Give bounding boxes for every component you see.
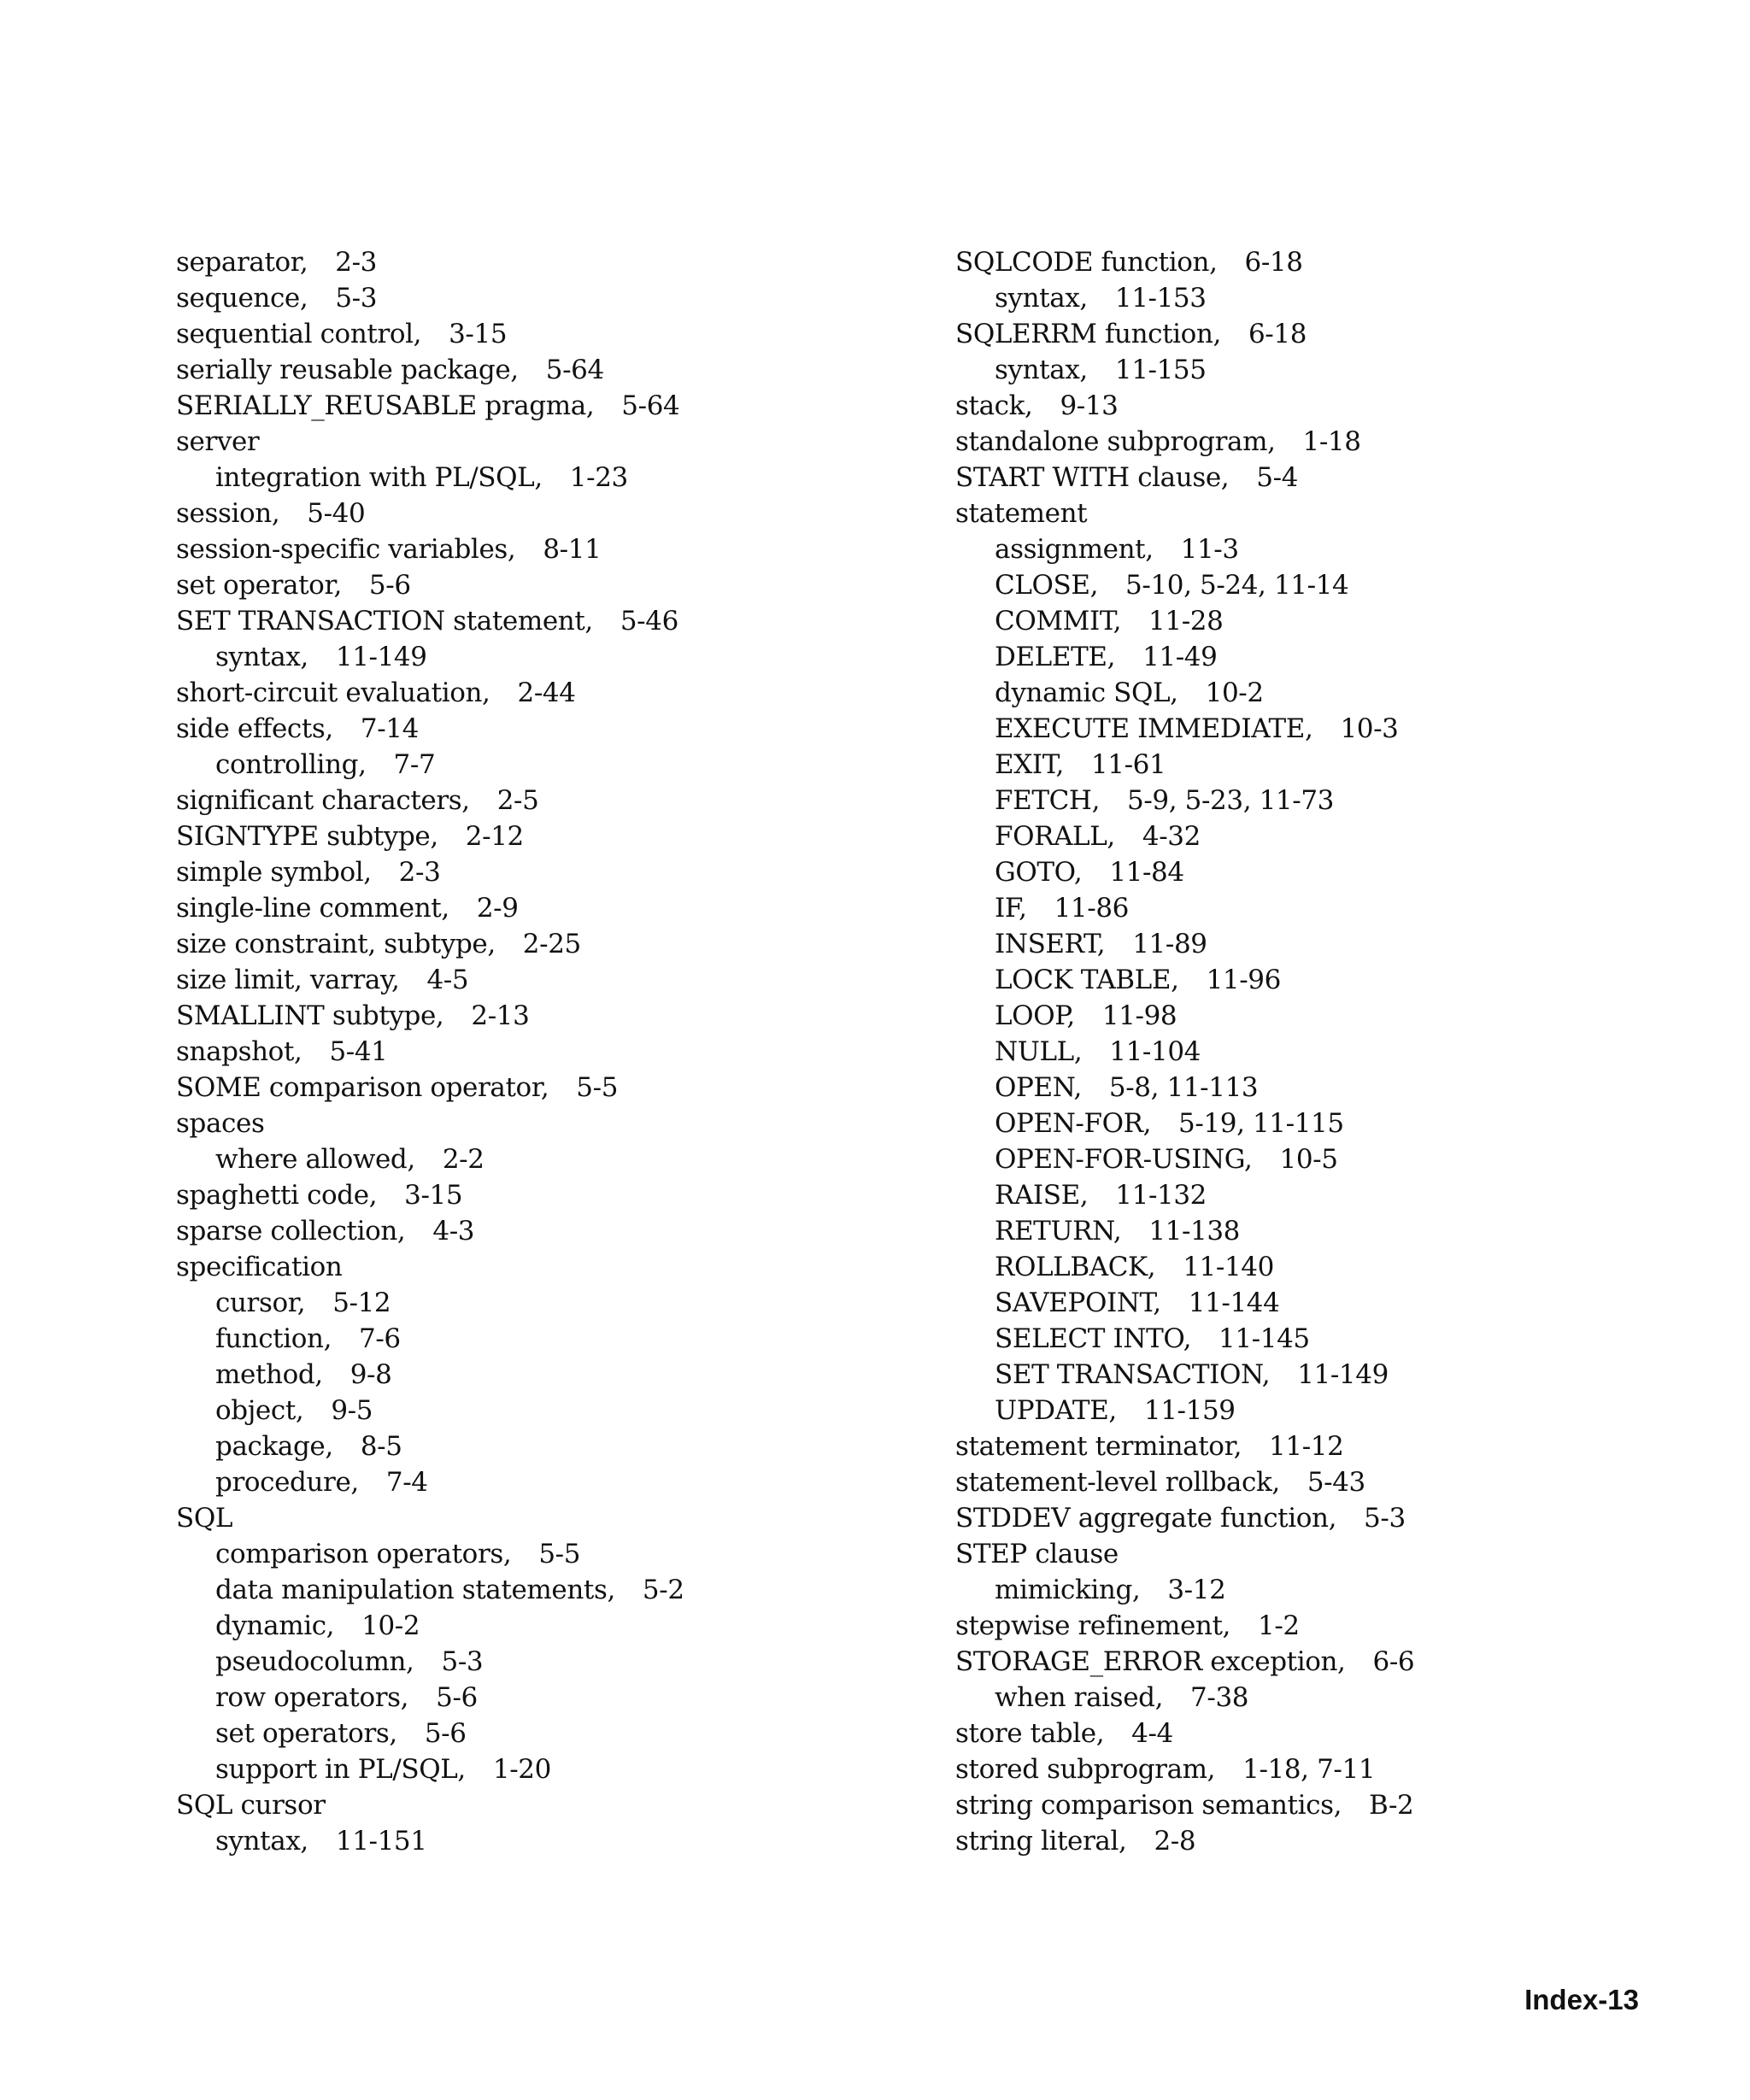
- index-page-refs: 4-4: [1131, 1718, 1173, 1749]
- index-subentry: [955, 962, 1724, 998]
- index-subentry: [955, 567, 1724, 603]
- index-subentry: [955, 783, 1724, 818]
- index-page-refs: 11-28: [1148, 606, 1224, 636]
- index-subentry: [176, 1141, 945, 1177]
- index-term: spaces: [176, 1108, 265, 1139]
- index-entry: [176, 1177, 945, 1213]
- index-term: mimicking,: [995, 1575, 1141, 1605]
- index-subentry: [955, 998, 1724, 1034]
- index-term: side effects,: [176, 713, 333, 744]
- index-term: stepwise refinement,: [955, 1610, 1230, 1641]
- index-page-refs: 11-140: [1183, 1252, 1274, 1282]
- index-page-refs: 5-4: [1256, 462, 1298, 493]
- index-entry: [955, 1500, 1724, 1536]
- index-term: SET TRANSACTION,: [995, 1359, 1271, 1390]
- index-page-refs: 3-15: [449, 319, 508, 349]
- index-term: comparison operators,: [215, 1539, 512, 1569]
- index-subentry: [955, 675, 1724, 711]
- index-subentry: [955, 1285, 1724, 1321]
- index-page-refs: 5-5: [538, 1539, 581, 1569]
- index-term: specification: [176, 1252, 343, 1282]
- index-entry: [955, 1823, 1724, 1859]
- index-page-refs: 5-64: [621, 390, 680, 421]
- index-page-refs: 11-96: [1206, 965, 1281, 995]
- index-page-refs: 2-13: [471, 1000, 530, 1031]
- index-page-refs: 8-11: [543, 534, 602, 565]
- index-page-refs: 5-6: [368, 570, 411, 601]
- index-subentry: [176, 1716, 945, 1751]
- index-entry: [176, 890, 945, 926]
- index-subentry: [955, 280, 1724, 316]
- index-page-refs: 7-38: [1190, 1682, 1249, 1713]
- index-page-refs: 5-5: [576, 1072, 619, 1103]
- index-page-refs: 1-20: [492, 1754, 551, 1785]
- index-page-refs: 11-153: [1114, 283, 1207, 314]
- index-page-refs: 5-2: [642, 1575, 684, 1605]
- index-page-refs: 11-132: [1115, 1180, 1207, 1211]
- index-subentry: [176, 1751, 945, 1787]
- index-term: string comparison semantics,: [955, 1790, 1342, 1821]
- index-subentry: [955, 1572, 1724, 1608]
- index-page-refs: 9-5: [331, 1395, 373, 1426]
- index-subentry: [176, 1536, 945, 1572]
- index-subentry: [955, 1321, 1724, 1357]
- index-term: SELECT INTO,: [995, 1323, 1192, 1354]
- index-entry: [955, 1536, 1724, 1572]
- index-entry: [955, 1608, 1724, 1644]
- index-page-refs: 11-149: [1297, 1359, 1389, 1390]
- index-entry: [176, 783, 945, 818]
- index-page-refs: B-2: [1369, 1790, 1414, 1821]
- index-subentry: [955, 603, 1724, 639]
- index-term: OPEN,: [995, 1072, 1082, 1103]
- index-page-refs: 2-12: [465, 821, 524, 852]
- index-entry: [176, 316, 945, 352]
- index-page-refs: 1-18: [1302, 426, 1361, 457]
- index-page-refs: 2-5: [496, 785, 539, 816]
- index-term: SIGNTYPE subtype,: [176, 821, 438, 852]
- index-term: string literal,: [955, 1826, 1127, 1857]
- index-subentry: [176, 747, 945, 783]
- index-entry: [955, 424, 1724, 460]
- index-entry: [176, 531, 945, 567]
- index-term: SMALLINT subtype,: [176, 1000, 444, 1031]
- index-page-refs: 2-9: [476, 893, 519, 924]
- index-term: serially reusable package,: [176, 355, 519, 385]
- index-page-refs: 5-3: [1364, 1503, 1406, 1534]
- index-term: support in PL/SQL,: [215, 1754, 466, 1785]
- index-term: procedure,: [215, 1467, 359, 1498]
- index-page-refs: 11-49: [1142, 642, 1218, 672]
- index-term: OPEN-FOR-USING,: [995, 1144, 1253, 1175]
- index-term: FETCH,: [995, 785, 1101, 816]
- index-term: session-specific variables,: [176, 534, 516, 565]
- index-subentry: [955, 1070, 1724, 1106]
- index-term: SERIALLY_REUSABLE pragma,: [176, 390, 595, 421]
- index-entry: [176, 1034, 945, 1070]
- index-term: EXECUTE IMMEDIATE,: [995, 713, 1313, 744]
- index-subentry: [955, 1106, 1724, 1141]
- index-term: syntax,: [215, 1826, 308, 1857]
- index-page-refs: 7-7: [393, 749, 436, 780]
- index-page-refs: 6-18: [1244, 247, 1303, 278]
- index-subentry: [955, 747, 1724, 783]
- index-term: SET TRANSACTION statement,: [176, 606, 593, 636]
- index-page-refs: 9-13: [1060, 390, 1119, 421]
- index-page-refs: 11-151: [335, 1826, 427, 1857]
- index-subentry: [955, 531, 1724, 567]
- index-entry: [176, 244, 945, 280]
- index-term: COMMIT,: [995, 606, 1122, 636]
- index-term: SAVEPOINT,: [995, 1288, 1161, 1318]
- index-term: row operators,: [215, 1682, 409, 1713]
- index-term: set operators,: [215, 1718, 397, 1749]
- index-entry: [176, 962, 945, 998]
- index-page-refs: 11-159: [1143, 1395, 1236, 1426]
- index-page-refs: 5-40: [307, 498, 366, 529]
- index-term: short-circuit evaluation,: [176, 678, 490, 708]
- index-entry: [176, 1106, 945, 1141]
- index-entry: [176, 1213, 945, 1249]
- index-subentry: [176, 1464, 945, 1500]
- index-term: controlling,: [215, 749, 367, 780]
- index-page-refs: 11-12: [1269, 1431, 1344, 1462]
- index-entry: [176, 818, 945, 854]
- index-entry: [176, 352, 945, 388]
- index-entry: [176, 567, 945, 603]
- index-entry: [176, 388, 945, 424]
- index-term: UPDATE,: [995, 1395, 1117, 1426]
- index-page-refs: 10-2: [361, 1610, 420, 1641]
- index-page-refs: 4-3: [432, 1216, 475, 1247]
- index-entry: [955, 1428, 1724, 1464]
- index-term: sequence,: [176, 283, 308, 314]
- index-subentry: [955, 711, 1724, 747]
- index-term: assignment,: [995, 534, 1154, 565]
- index-term: statement terminator,: [955, 1431, 1242, 1462]
- index-page-refs: 5-41: [329, 1036, 388, 1067]
- index-page-refs: 10-5: [1279, 1144, 1338, 1175]
- index-entry: [176, 1787, 945, 1823]
- index-term: size limit, varray,: [176, 965, 400, 995]
- index-page-refs: 5-3: [441, 1646, 484, 1677]
- index-subentry: [176, 639, 945, 675]
- index-term: store table,: [955, 1718, 1105, 1749]
- index-subentry: [955, 1213, 1724, 1249]
- index-page-refs: 11-86: [1054, 893, 1129, 924]
- index-term: RETURN,: [995, 1216, 1122, 1247]
- index-term: EXIT,: [995, 749, 1064, 780]
- index-term: where allowed,: [215, 1144, 415, 1175]
- index-page-refs: 11-84: [1109, 857, 1184, 888]
- index-subentry: [955, 926, 1724, 962]
- index-subentry: [955, 639, 1724, 675]
- index-term: SOME comparison operator,: [176, 1072, 549, 1103]
- index-entry: [176, 926, 945, 962]
- index-entry: [176, 854, 945, 890]
- index-page-refs: 2-8: [1154, 1826, 1196, 1857]
- index-page-refs: 8-5: [360, 1431, 402, 1462]
- index-subentry: [955, 1249, 1724, 1285]
- index-page-refs: 5-9, 5-23, 11-73: [1127, 785, 1334, 816]
- index-entry: [955, 1751, 1724, 1787]
- index-term: statement-level rollback,: [955, 1467, 1280, 1498]
- index-page-refs: 5-10, 5-24, 11-14: [1125, 570, 1349, 601]
- index-term: sequential control,: [176, 319, 422, 349]
- index-page-refs: 11-98: [1101, 1000, 1177, 1031]
- index-entry: [176, 998, 945, 1034]
- index-subentry: [955, 1141, 1724, 1177]
- index-page-refs: 7-4: [385, 1467, 428, 1498]
- index-entry: [955, 496, 1724, 531]
- index-term: snapshot,: [176, 1036, 302, 1067]
- index-term: CLOSE,: [995, 570, 1099, 601]
- index-term: syntax,: [215, 642, 308, 672]
- index-page-refs: 5-6: [436, 1682, 478, 1713]
- index-page-refs: 6-6: [1372, 1646, 1415, 1677]
- index-page-refs: 2-3: [398, 857, 441, 888]
- index-subentry: [955, 890, 1724, 926]
- index-term: method,: [215, 1359, 323, 1390]
- index-page-refs: 1-23: [569, 462, 628, 493]
- index-subentry: [955, 1393, 1724, 1428]
- index-subentry: [176, 1644, 945, 1680]
- index-subentry: [176, 1572, 945, 1608]
- index-term: START WITH clause,: [955, 462, 1230, 493]
- index-page-refs: 6-18: [1248, 319, 1307, 349]
- index-term: SQLERRM function,: [955, 319, 1221, 349]
- index-term: size constraint, subtype,: [176, 929, 496, 959]
- index-entry: [955, 388, 1724, 424]
- index-subentry: [176, 1680, 945, 1716]
- index-page-refs: 5-19, 11-115: [1178, 1108, 1344, 1139]
- index-term: integration with PL/SQL,: [215, 462, 543, 493]
- index-term: SQLCODE function,: [955, 247, 1218, 278]
- index-entry: [176, 1070, 945, 1106]
- index-page-refs: 11-144: [1188, 1288, 1280, 1318]
- index-subentry: [955, 1034, 1724, 1070]
- index-term: single-line comment,: [176, 893, 449, 924]
- index-entry: [176, 711, 945, 747]
- index-entry: [955, 1787, 1724, 1823]
- index-subentry: [955, 1680, 1724, 1716]
- index-term: dynamic SQL,: [995, 678, 1178, 708]
- index-subentry: [176, 1608, 945, 1644]
- index-term: dynamic,: [215, 1610, 335, 1641]
- index-subentry: [955, 352, 1724, 388]
- index-page-refs: 7-6: [359, 1323, 401, 1354]
- index-term: INSERT,: [995, 929, 1106, 959]
- index-page-refs: 2-3: [335, 247, 378, 278]
- index-page-refs: 5-12: [332, 1288, 391, 1318]
- index-page-refs: 1-18, 7-11: [1242, 1754, 1376, 1785]
- index-term: when raised,: [995, 1682, 1164, 1713]
- page-number: Index-13: [1524, 1984, 1639, 2015]
- index-term: IF,: [995, 893, 1027, 924]
- index-page-refs: 5-43: [1307, 1467, 1365, 1498]
- index-entry: [955, 1464, 1724, 1500]
- index-entry: [176, 280, 945, 316]
- index-term: simple symbol,: [176, 857, 372, 888]
- index-subentry: [955, 1177, 1724, 1213]
- index-subentry: [955, 818, 1724, 854]
- index-term: sparse collection,: [176, 1216, 406, 1247]
- index-column-left: [176, 244, 945, 1859]
- index-term: server: [176, 426, 260, 457]
- index-subentry: [955, 854, 1724, 890]
- index-term: ROLLBACK,: [995, 1252, 1156, 1282]
- index-subentry: [176, 1393, 945, 1428]
- index-term: statement: [955, 498, 1088, 529]
- index-page-refs: 10-2: [1205, 678, 1264, 708]
- index-entry: [955, 1716, 1724, 1751]
- index-term: set operator,: [176, 570, 342, 601]
- index-term: GOTO,: [995, 857, 1083, 888]
- index-subentry: [955, 1357, 1724, 1393]
- index-entry: [176, 424, 945, 460]
- index-term: stored subprogram,: [955, 1754, 1216, 1785]
- index-term: SQL cursor: [176, 1790, 326, 1821]
- index-page-refs: 5-46: [620, 606, 678, 636]
- index-page-refs: 3-12: [1167, 1575, 1226, 1605]
- index-page-refs: 9-8: [349, 1359, 392, 1390]
- index-page-refs: 2-25: [522, 929, 581, 959]
- index-term: DELETE,: [995, 642, 1116, 672]
- index-subentry: [176, 1428, 945, 1464]
- index-entry: [955, 460, 1724, 496]
- index-term: package,: [215, 1431, 333, 1462]
- index-page-refs: 2-44: [517, 678, 576, 708]
- index-column-right: [955, 244, 1724, 1859]
- index-page-refs: 11-155: [1114, 355, 1207, 385]
- index-term: syntax,: [995, 283, 1088, 314]
- index-page-refs: 7-14: [360, 713, 419, 744]
- index-term: spaghetti code,: [176, 1180, 378, 1211]
- index-entry: [955, 244, 1724, 280]
- index-term: object,: [215, 1395, 304, 1426]
- index-term: STEP clause: [955, 1539, 1119, 1569]
- index-page-refs: 11-149: [335, 642, 427, 672]
- index-page-refs: 2-2: [442, 1144, 484, 1175]
- index-subentry: [176, 1357, 945, 1393]
- index-page-refs: 5-3: [335, 283, 378, 314]
- index-page-refs: 11-61: [1090, 749, 1166, 780]
- index-page-refs: 11-3: [1180, 534, 1239, 565]
- index-term: function,: [215, 1323, 332, 1354]
- index-page-refs: 11-138: [1148, 1216, 1241, 1247]
- index-subentry: [176, 1321, 945, 1357]
- index-term: standalone subprogram,: [955, 426, 1276, 457]
- index-term: SQL: [176, 1503, 233, 1534]
- index-term: STORAGE_ERROR exception,: [955, 1646, 1346, 1677]
- index-page-refs: 11-104: [1109, 1036, 1201, 1067]
- index-subentry: [176, 1285, 945, 1321]
- index-page-refs: 3-15: [404, 1180, 463, 1211]
- index-entry: [955, 1644, 1724, 1680]
- index-term: significant characters,: [176, 785, 470, 816]
- index-term: RAISE,: [995, 1180, 1089, 1211]
- index-term: session,: [176, 498, 280, 529]
- index-term: stack,: [955, 390, 1033, 421]
- index-term: NULL,: [995, 1036, 1083, 1067]
- index-page-refs: 4-5: [426, 965, 469, 995]
- index-term: LOOP,: [995, 1000, 1075, 1031]
- index-entry: [176, 675, 945, 711]
- index-page-refs: 5-64: [545, 355, 604, 385]
- index-subentry: [176, 1823, 945, 1859]
- index-entry: [176, 1249, 945, 1285]
- index-term: FORALL,: [995, 821, 1115, 852]
- index-page-refs: 10-3: [1340, 713, 1399, 744]
- index-subentry: [176, 460, 945, 496]
- index-term: pseudocolumn,: [215, 1646, 414, 1677]
- index-page-refs: 5-6: [424, 1718, 467, 1749]
- index-page-refs: 4-32: [1142, 821, 1201, 852]
- index-term: LOCK TABLE,: [995, 965, 1179, 995]
- index-page-refs: 11-89: [1132, 929, 1207, 959]
- index-page-refs: 11-145: [1219, 1323, 1310, 1354]
- index-term: STDDEV aggregate function,: [955, 1503, 1337, 1534]
- index-entry: [955, 316, 1724, 352]
- index-entry: [176, 496, 945, 531]
- index-term: OPEN-FOR,: [995, 1108, 1152, 1139]
- index-page-refs: 5-8, 11-113: [1108, 1072, 1259, 1103]
- index-entry: [176, 1500, 945, 1536]
- index-term: syntax,: [995, 355, 1088, 385]
- index-entry: [176, 603, 945, 639]
- index-term: cursor,: [215, 1288, 306, 1318]
- index-term: separator,: [176, 247, 308, 278]
- index-page-refs: 1-2: [1258, 1610, 1300, 1641]
- index-term: data manipulation statements,: [215, 1575, 615, 1605]
